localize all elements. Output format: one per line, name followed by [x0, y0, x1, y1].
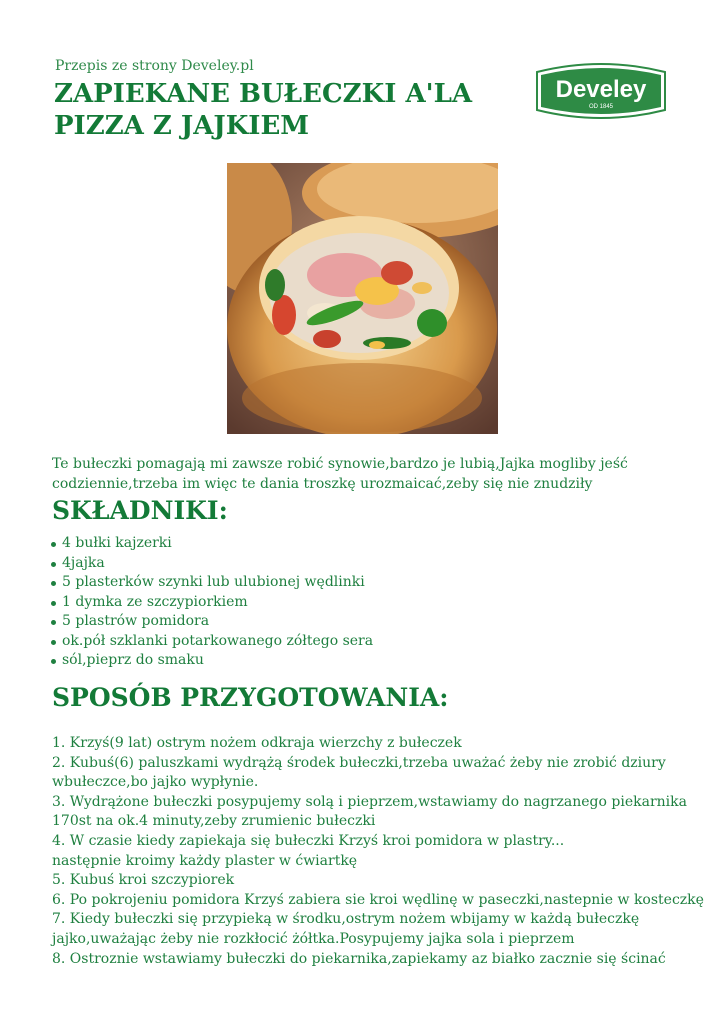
- ingredient-item: 5 plastrów pomidora: [50, 612, 373, 632]
- method-step-line: jajko,uważając żeby nie rozkłocić żółtka.Posypujemy jajka sola i pieprzem: [52, 930, 575, 947]
- method-step-line: 1. Krzyś(9 lat) ostrym nożem odkraja wierzchy z bułeczek: [52, 735, 462, 751]
- logo-wordmark: Develey: [555, 76, 647, 103]
- method-step-line: 6. Po pokrojeniu pomidora Krzyś zabiera sie kroi wędlinę w paseczki,nastepnie w kosteczkę: [52, 891, 704, 908]
- method-step-line: wbułeczce,bo jajko wypłynie.: [52, 774, 259, 791]
- recipe-photo: [227, 163, 498, 434]
- method-step-line: 7. Kiedy bułeczki się przypieką w środku,ostrym nożem wbijamy w każdą bułeczkę: [52, 911, 640, 928]
- recipe-title-line-2: PIZZA Z JAJKIEM: [54, 111, 310, 141]
- ingredient-item: 4jajka: [50, 554, 373, 574]
- method-steps: [52, 734, 704, 969]
- method-step-line: 5. Kubuś kroi szczypiorek: [52, 872, 235, 889]
- method-step-line: 3. Wydrążone bułeczki posypujemy solą i pieprzem,wstawiamy do nagrzanego piekarnika: [52, 793, 687, 810]
- ingredient-item: 5 plasterków szynki lub ulubionej wędlinki: [50, 573, 373, 593]
- method-heading: SPOSÓB PRZYGOTOWANIA:: [52, 683, 449, 712]
- ingredient-item: ok.pół szklanki potarkowanego zółtego sera: [50, 632, 373, 652]
- intro-text: [52, 454, 682, 494]
- method-step-line: 4. W czasie kiedy zapiekaja się bułeczki Krzyś kroi pomidora w plastry...: [52, 832, 565, 849]
- ingredient-item: 1 dymka ze szczypiorkiem: [50, 593, 373, 613]
- ingredients-heading: SKŁADNIKI:: [52, 496, 228, 525]
- method-step-line: 8. Ostroznie wstawiamy bułeczki do piekarnika,zapiekamy az białko zacznie się ścinać: [52, 950, 666, 967]
- logo-tagline: OD 1845: [588, 104, 614, 110]
- method-step-line: 2. Kubuś(6) paluszkami wydrążą środek bułeczki,trzeba uważać żeby nie zrobić dziury: [52, 754, 666, 771]
- source-line: Przepis ze strony Develey.pl: [55, 58, 254, 74]
- develey-logo: [533, 60, 669, 122]
- ingredient-item: sól,pieprz do smaku: [50, 651, 373, 671]
- method-step-line: następnie kroimy każdy plaster w ćwiartkę: [52, 852, 358, 869]
- intro-line: Te bułeczki pomagają mi zawsze robić synowie,bardzo je lubią,Jajka mogliby jeść: [52, 456, 628, 472]
- ingredients-list: [50, 534, 373, 671]
- intro-line: codziennie,trzeba im więc te dania troszkę urozmaicać,zeby się nie znudziły: [52, 476, 593, 492]
- recipe-title-line-1: ZAPIEKANE BUŁECZKI A'LA: [54, 79, 473, 109]
- recipe-title: [54, 78, 514, 142]
- method-step-line: 170st na ok.4 minuty,zeby zrumienic bułeczki: [52, 813, 376, 830]
- ingredient-item: 4 bułki kajzerki: [50, 534, 373, 554]
